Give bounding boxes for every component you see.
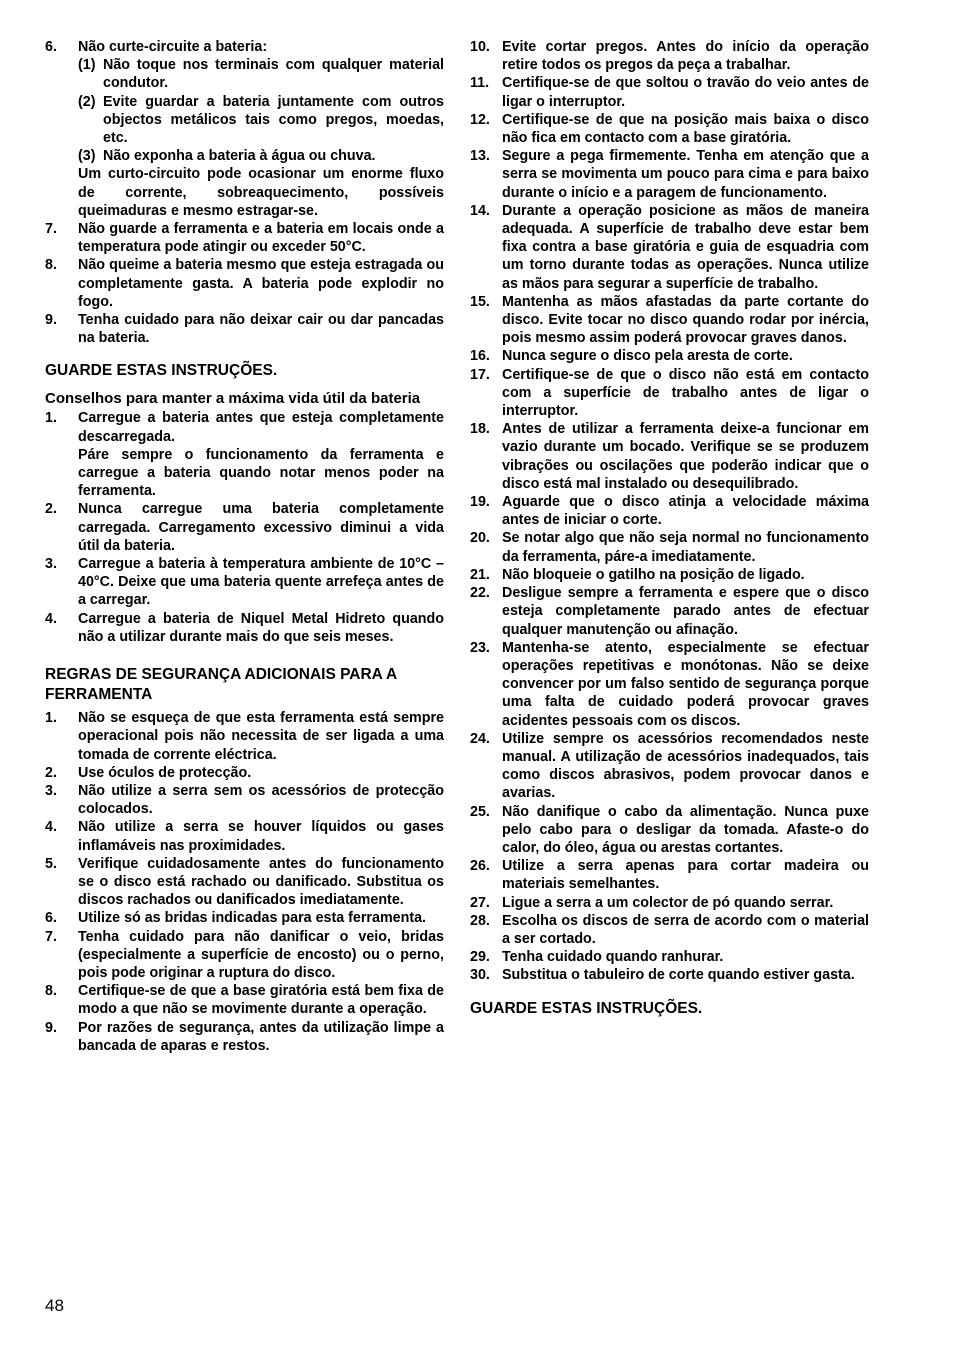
list-item [470, 147, 869, 202]
item-number: 9. [45, 312, 57, 329]
item-number: 9. [45, 1019, 57, 1036]
sub-item-number: (2) [78, 93, 96, 110]
tips-list [45, 409, 444, 646]
item-text: Não danifique o cabo da alimentação. Nunca puxe pelo cabo para o desligar da tomada. Afaste-o do calor, do óleo, água ou arestas cortantes. [502, 803, 869, 856]
list-item [470, 803, 869, 858]
item-text: Carregue a bateria antes que esteja completamente descarregada. [78, 410, 444, 445]
item-number: 15. [470, 293, 490, 310]
item-number: 28. [470, 912, 490, 929]
item-text: Desligue sempre a ferramenta e espere que o disco esteja completamente parado antes de efectuar qualquer manutenção ou afinação. [502, 585, 869, 638]
list-item [45, 500, 444, 555]
item-text: Não guarde a ferramenta e a bateria em locais onde a temperatura pode atingir ou exceder 50°C. [78, 221, 444, 256]
item-paragraph: Páre sempre o funcionamento da ferramenta e carregue a bateria quando notar menos poder na ferramenta. [78, 446, 444, 500]
item-text: Tenha cuidado para não deixar cair ou dar pancadas na bateria. [78, 312, 444, 347]
sub-item [78, 56, 444, 92]
right-column [470, 38, 869, 1025]
item-text: Certifique-se de que soltou o travão do veio antes de ligar o interruptor. [502, 75, 869, 110]
item-text: Mantenha as mãos afastadas da parte cortante do disco. Evite tocar no disco quando rodar por inércia, pois mesmo assim poderá provocar graves danos. [502, 293, 869, 347]
item-text: Tenha cuidado quando ranhurar. [502, 949, 724, 966]
item-text: Não curte-circuite a bateria: [78, 39, 268, 55]
item-text: Não utilize a serra sem os acessórios de protecção colocados. [78, 782, 444, 818]
list-item [470, 639, 869, 730]
item-number: 10. [470, 39, 490, 55]
item-number: 6. [45, 39, 57, 55]
item-text: Se notar algo que não seja normal no funcionamento da ferramenta, páre-a imediatamente. [502, 530, 869, 565]
item-number: 3. [45, 782, 57, 799]
left-column [45, 38, 444, 1055]
list-item [45, 818, 444, 854]
item-paragraph: Um curto-circuito pode ocasionar um enorme fluxo de corrente, sobreaquecimento, possíveis queimaduras e mesmo estragar-se. [78, 166, 444, 219]
list-item [45, 38, 444, 220]
item-text: Ligue a serra a um colector de pó quando serrar. [502, 894, 834, 911]
list-item [45, 764, 444, 782]
list-item [470, 347, 869, 365]
section-heading: GUARDE ESTAS INSTRUÇÕES. [470, 999, 703, 1017]
item-text: Nunca segure o disco pela aresta de corte. [502, 348, 793, 365]
item-text: Evite cortar pregos. Antes do início da operação retire todos os pregos da peça a trabalhar. [502, 39, 869, 74]
list-item [470, 366, 869, 421]
item-number: 24. [470, 730, 490, 747]
item-number: 16. [470, 348, 490, 365]
item-number: 11. [470, 75, 490, 92]
item-number: 23. [470, 639, 490, 656]
list-item [470, 857, 869, 893]
list-item [45, 409, 444, 500]
sub-item-text: Evite guardar a bateria juntamente com outros objectos metálicos tais como pregos, moedas, etc. [103, 93, 444, 147]
item-text: Certifique-se de que a base giratória está bem fixa de modo a que não se movimente durante a operação. [78, 983, 444, 1018]
item-number: 4. [45, 819, 57, 836]
item-number: 5. [45, 855, 57, 872]
item-number: 8. [45, 983, 57, 1000]
item-number: 1. [45, 410, 57, 427]
list-item [470, 111, 869, 147]
item-text: Não bloqueie o gatilho na posição de ligado. [502, 566, 805, 583]
item-text: Por razões de segurança, antes da utilização limpe a bancada de aparas e restos. [78, 1019, 444, 1054]
item-text: Use óculos de protecção. [78, 764, 252, 781]
battery-list [45, 38, 444, 347]
list-item [470, 584, 869, 639]
section-heading: GUARDE ESTAS INSTRUÇÕES. [45, 362, 278, 380]
sub-item-text: Não exponha a bateria à água ou chuva. [103, 148, 376, 165]
item-text: Nunca carregue uma bateria completamente carregada. Carregamento excessivo diminui a vida útil da bateria. [78, 501, 444, 554]
list-item [470, 912, 869, 948]
item-text: Mantenha-se atento, especialmente se efectuar operações repetitivas e monótonas. Não se deixe convencer por um falso sentido de segurança porque uma falta de cuidado poderá provocar graves acidentes pessoais com os discos. [502, 639, 869, 729]
list-item [470, 493, 869, 529]
item-text: Não utilize a serra se houver líquidos ou gases inflamáveis nas proximidades. [78, 819, 444, 854]
item-number: 25. [470, 803, 490, 820]
item-text: Segure a pega firmemente. Tenha em atenção que a serra se movimenta um pouco para cima e para baixo durante o início e a paragem de funcionamento. [502, 148, 869, 201]
rules-list [45, 709, 444, 1055]
item-number: 21. [470, 566, 490, 583]
item-number: 6. [45, 910, 57, 927]
item-text: Substitua o tabuleiro de corte quando estiver gasta. [502, 967, 855, 984]
item-number: 1. [45, 710, 57, 727]
list-item [470, 730, 869, 803]
item-text: Utilize a serra apenas para cortar madeira ou materiais semelhantes. [502, 858, 869, 893]
item-number: 8. [45, 257, 57, 274]
list-item [470, 894, 869, 912]
sub-item [78, 93, 444, 148]
list-item [45, 782, 444, 818]
sub-item-number: (1) [78, 57, 96, 74]
item-number: 26. [470, 858, 490, 875]
list-item [45, 982, 444, 1018]
list-item [45, 709, 444, 764]
item-number: 17. [470, 366, 490, 383]
item-text: Não se esqueça de que esta ferramenta está sempre operacional pois não necessita de ser ligada a uma tomada de corrente eléctrica. [78, 710, 444, 763]
item-number: 20. [470, 530, 490, 547]
item-text: Verifique cuidadosamente antes do funcionamento se o disco está rachado ou danificado. Substitua os discos rachados ou danificados imediatamente. [78, 855, 444, 909]
item-text: Tenha cuidado para não danificar o veio, bridas (especialmente a superfície de encosto) ou o perno, pois pode originar a ruptura do disco. [78, 928, 444, 981]
item-number: 4. [45, 610, 57, 627]
item-number: 18. [470, 421, 490, 438]
item-text: Carregue a bateria de Niquel Metal Hidreto quando não a utilizar durante mais do que seis meses. [78, 610, 444, 645]
page-number: 48 [45, 1296, 64, 1315]
item-number: 22. [470, 585, 490, 602]
item-number: 2. [45, 501, 57, 518]
list-item [45, 855, 444, 910]
item-text: Antes de utilizar a ferramenta deixe-a funcionar em vazio durante um bocado. Verifique se se produzem vibrações ou oscilações que poderão indicar que o disco está mal instalado ou desequilibrado. [502, 421, 869, 492]
list-item [470, 38, 869, 74]
item-number: 2. [45, 764, 57, 781]
item-text: Certifique-se de que na posição mais baixa o disco não fica em contacto com a base giratória. [502, 111, 869, 147]
item-number: 7. [45, 221, 57, 238]
list-item [470, 74, 869, 110]
list-item [470, 948, 869, 966]
item-number: 27. [470, 894, 490, 911]
list-item [45, 909, 444, 927]
item-text: Carregue a bateria à temperatura ambiente de 10°C – 40°C. Deixe que uma bateria quente arrefeça antes de a carregar. [78, 556, 444, 609]
section-subheading: Conselhos para manter a máxima vida útil da bateria [45, 390, 421, 408]
list-item [470, 202, 869, 293]
item-number: 19. [470, 494, 490, 511]
list-item [470, 566, 869, 584]
item-number: 12. [470, 111, 490, 128]
item-number: 7. [45, 928, 57, 945]
list-item [45, 610, 444, 646]
item-text: Não queime a bateria mesmo que esteja estragada ou completamente gasta. A bateria pode explodir no fogo. [78, 257, 444, 310]
sub-item-number: (3) [78, 148, 96, 165]
section-heading: REGRAS DE SEGURANÇA ADICIONAIS PARA A FERRAMENTA [45, 666, 397, 704]
item-number: 29. [470, 949, 490, 966]
sub-item [78, 147, 444, 165]
list-item [470, 966, 869, 984]
item-text: Aguarde que o disco atinja a velocidade máxima antes de iniciar o corte. [502, 494, 869, 529]
list-item [45, 311, 444, 347]
list-item [470, 420, 869, 493]
item-text: Utilize só as bridas indicadas para esta ferramenta. [78, 910, 427, 927]
item-text: Utilize sempre os acessórios recomendados neste manual. A utilização de acessórios inadequados, tais como discos abrasivos, podem provocar danos e avarias. [502, 730, 869, 802]
list-item [45, 928, 444, 983]
list-item [45, 256, 444, 311]
list-item [45, 555, 444, 610]
item-text: Escolha os discos de serra de acordo com o material a ser cortado. [502, 912, 869, 947]
list-item [45, 1019, 444, 1055]
list-item [470, 293, 869, 348]
item-text: Certifique-se de que o disco não está em contacto com a superfície de trabalho antes de ligar o interruptor. [502, 366, 869, 420]
item-number: 30. [470, 967, 490, 984]
sub-item-text: Não toque nos terminais com qualquer material condutor. [103, 57, 444, 92]
list-item [470, 529, 869, 565]
item-number: 13. [470, 148, 490, 165]
list-item [45, 220, 444, 256]
item-text: Durante a operação posicione as mãos de maneira adequada. A superfície de trabalho deve estar bem fixa contra a base giratória e guia de esquadria com um torno durante todas as operações. Nunca utilize as mãos para segurar a superfície de trabalho. [502, 202, 869, 292]
item-number: 3. [45, 556, 57, 573]
rules-list-continued [470, 38, 869, 985]
item-number: 14. [470, 202, 490, 219]
